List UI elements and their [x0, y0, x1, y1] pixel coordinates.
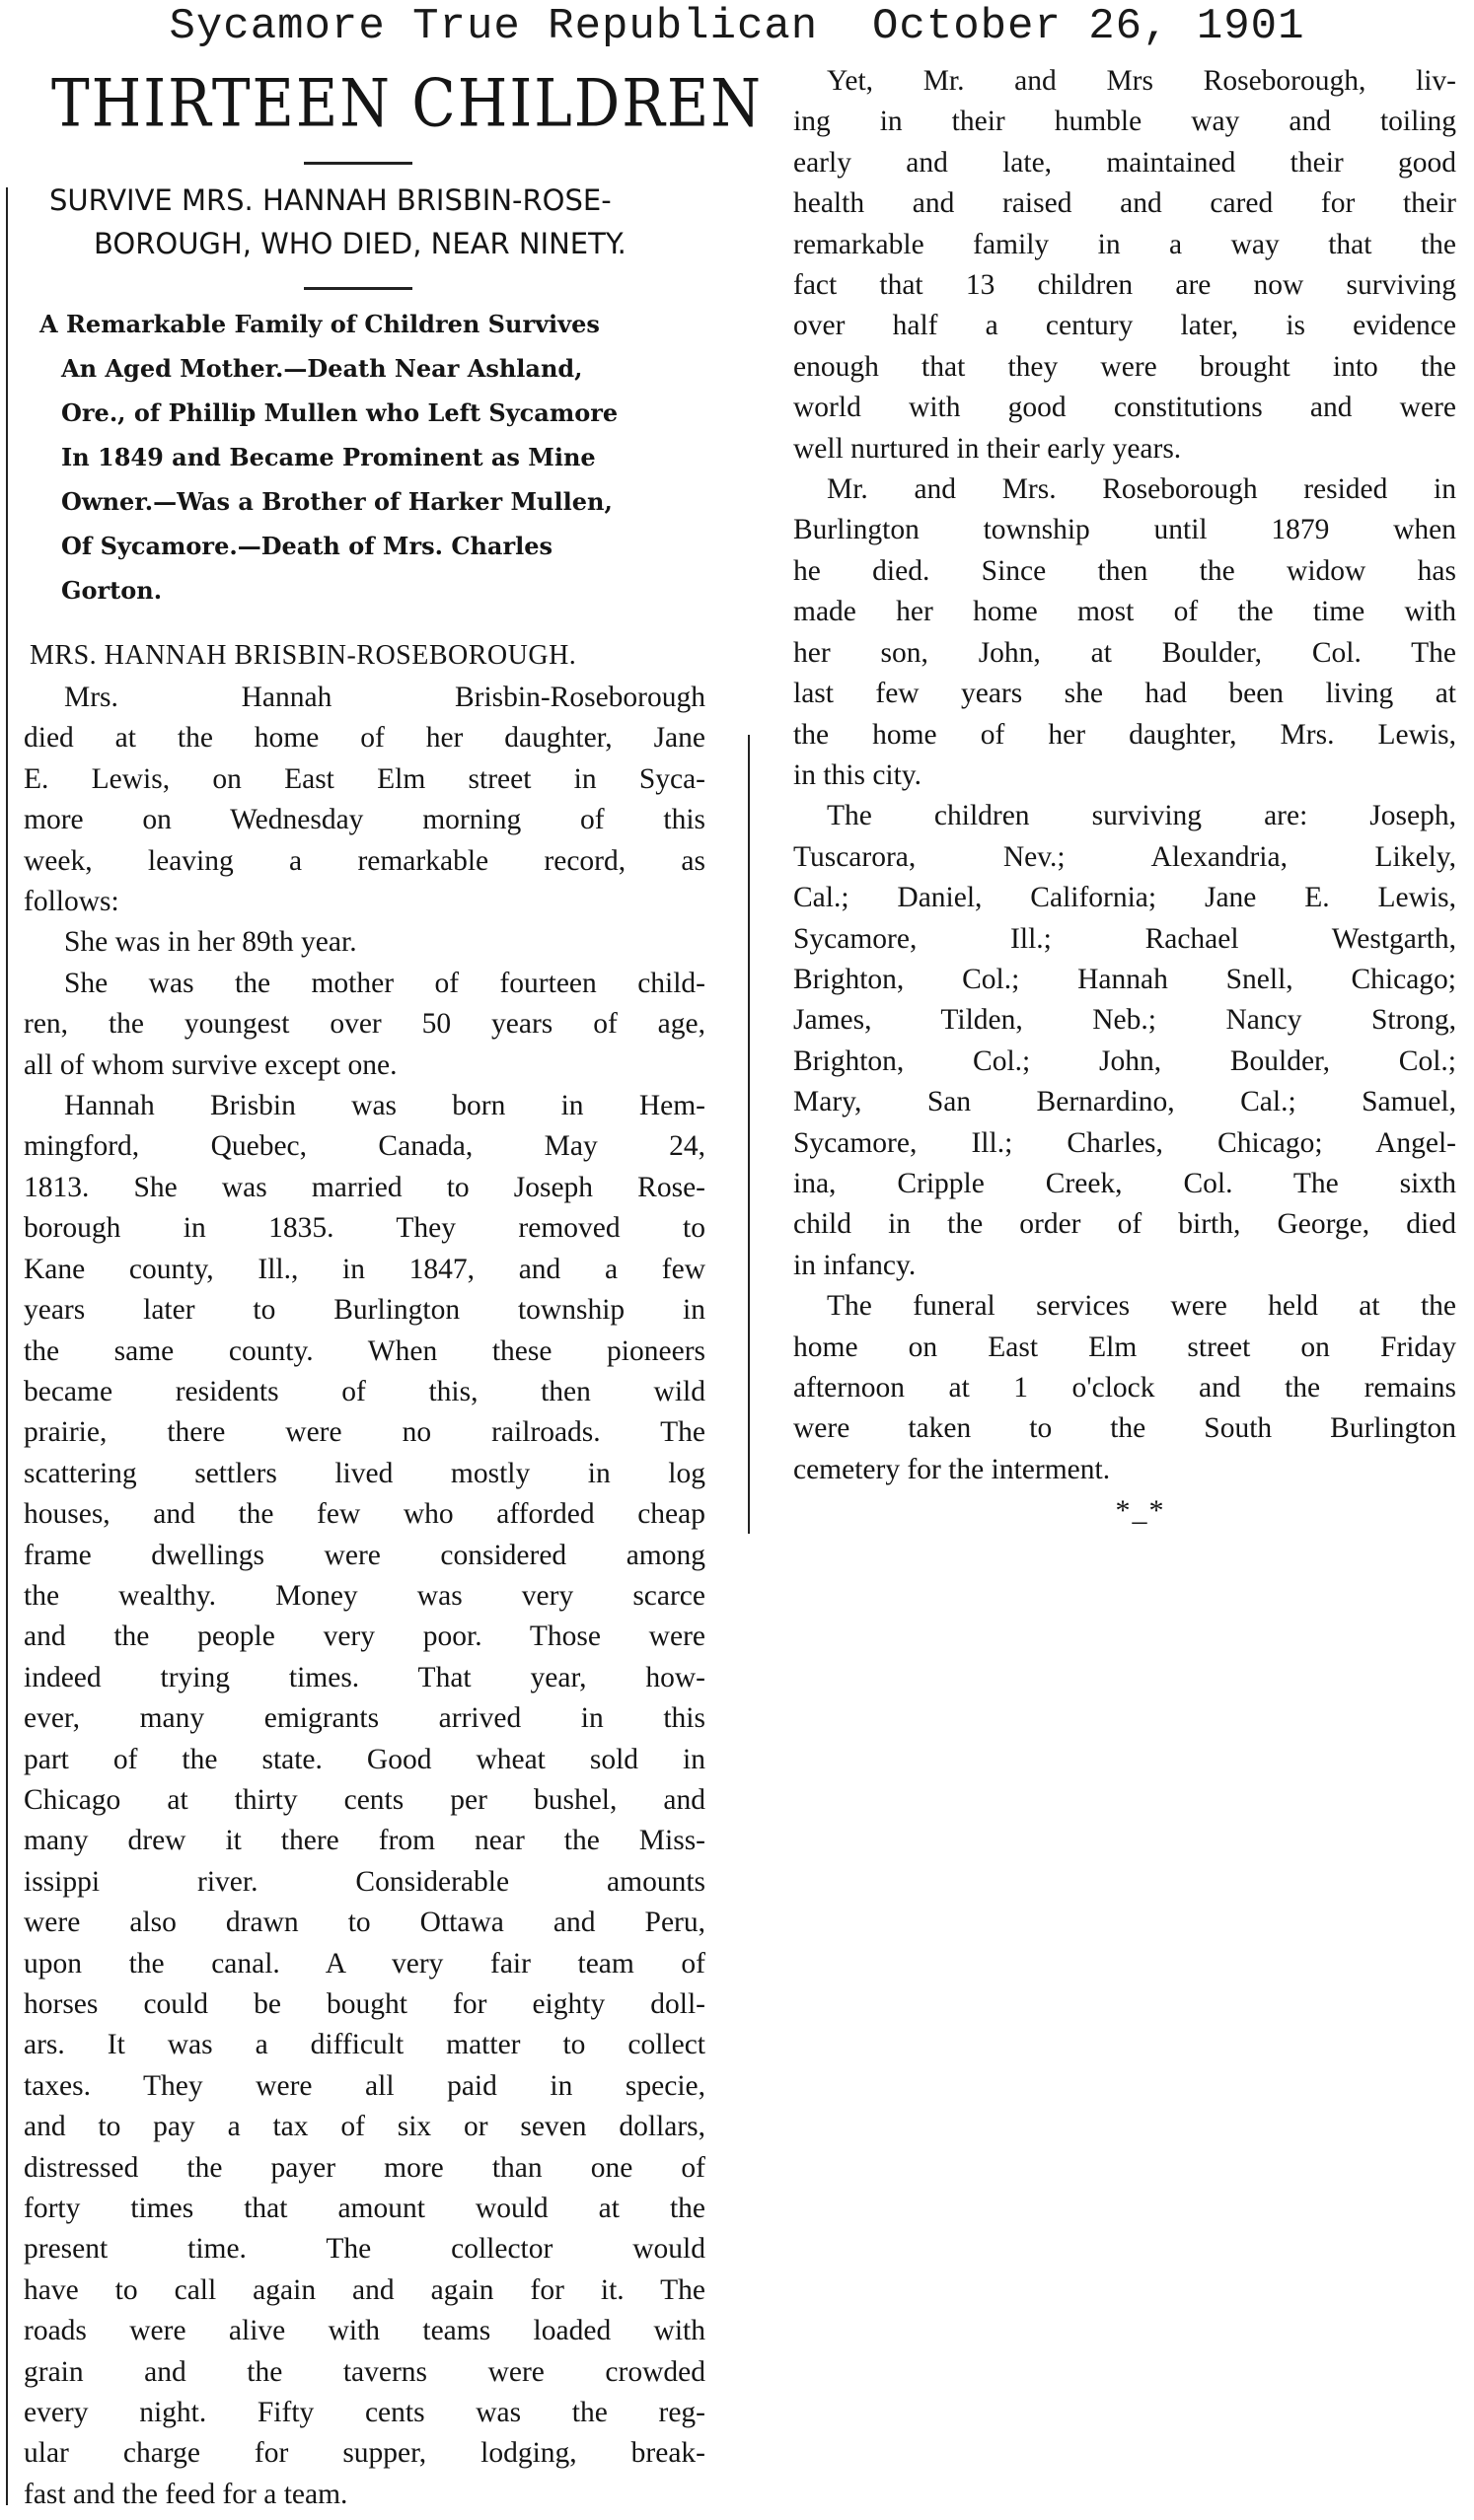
text-line: houses, and the few who afforded cheap	[24, 1498, 705, 1531]
deck-line: A Remarkable Family of Children Survives	[39, 310, 600, 338]
text-line: The funeral services were held at the	[827, 1290, 1456, 1323]
text-line: She was in her 89th year.	[64, 926, 357, 959]
text-line: ina, Cripple Creek, Col. The sixth	[793, 1167, 1456, 1199]
text-line: afternoon at 1 o'clock and the remains	[793, 1372, 1456, 1404]
text-line: every night. Fifty cents was the reg-	[24, 2397, 705, 2429]
end-mark: *_*	[1115, 1494, 1166, 1528]
text-line: 1813. She was married to Joseph Rose-	[24, 1171, 705, 1203]
deck-line: In 1849 and Became Prominent as Mine	[61, 443, 596, 471]
text-line: mingford, Quebec, Canada, May 24,	[24, 1130, 705, 1163]
text-line: Mr. and Mrs. Roseborough resided in	[827, 473, 1456, 506]
text-line: upon the canal. A very fair team of	[24, 1947, 705, 1980]
text-line: health and raised and cared for their	[793, 187, 1456, 220]
left-column-rule	[6, 187, 8, 2505]
text-line: were also drawn to Ottawa and Peru,	[24, 1907, 705, 1939]
text-line: made her home most of the time with	[793, 596, 1456, 628]
text-line: Chicago at thirty cents per bushel, and	[24, 1783, 705, 1816]
text-line: and to pay a tax of six or seven dollars,	[24, 2111, 705, 2143]
text-line: fact that 13 children are now surviving	[793, 269, 1456, 302]
text-line: present time. The collector would	[24, 2233, 705, 2266]
text-line: week, leaving a remarkable record, as	[24, 844, 705, 877]
text-line: well nurtured in their early years.	[793, 432, 1182, 465]
text-line: home on East Elm street on Friday	[793, 1331, 1456, 1363]
text-line: years later to Burlington township in	[24, 1294, 705, 1327]
text-line: ing in their humble way and toiling	[793, 106, 1456, 138]
text-line: the wealthy. Money was very scarce	[24, 1579, 705, 1612]
text-line: grain and the taverns were crowded	[24, 2355, 705, 2388]
masthead: Sycamore True Republican October 26, 1901	[169, 2, 1305, 51]
text-line: more on Wednesday morning of this	[24, 804, 705, 836]
headline: THIRTEEN CHILDREN	[51, 64, 764, 142]
text-line: Burlington township until 1879 when	[793, 514, 1456, 546]
text-line: distressed the payer more than one of	[24, 2151, 705, 2184]
text-line: indeed trying times. That year, how-	[24, 1661, 705, 1693]
text-line: cemetery for the interment.	[793, 1453, 1111, 1485]
text-line: scattering settlers lived mostly in log	[24, 1457, 705, 1489]
text-line: Sycamore, Ill.; Rachael Westgarth,	[793, 922, 1456, 955]
text-line: and the people very poor. Those were	[24, 1620, 705, 1653]
text-line: the home of her daughter, Mrs. Lewis,	[793, 718, 1456, 751]
text-line: The children surviving are: Joseph,	[827, 800, 1456, 832]
text-line: have to call again and again for it. The	[24, 2273, 705, 2306]
text-line: world with good constitutions and were	[793, 392, 1456, 424]
right-column	[746, 59, 1456, 1528]
text-line: frame dwellings were considered among	[24, 1539, 705, 1571]
text-line: Brighton, Col.; Hannah Snell, Chicago;	[793, 963, 1456, 995]
divider	[304, 287, 412, 290]
text-line: ren, the youngest over 50 years of age,	[24, 1008, 705, 1041]
text-line: taxes. They were all paid in specie,	[24, 2069, 705, 2102]
text-line: many drew it there from near the Miss-	[24, 1825, 705, 1857]
text-line: child in the order of birth, George, died	[793, 1208, 1456, 1241]
text-line: all of whom survive except one.	[24, 1048, 398, 1081]
text-line: the same county. When these pioneers	[24, 1334, 705, 1367]
text-line: over half a century later, is evidence	[793, 310, 1456, 342]
text-line: he died. Since then the widow has	[793, 554, 1456, 587]
text-line: Hannah Brisbin was born in Hem-	[64, 1090, 705, 1122]
text-line: Yet, Mr. and Mrs Roseborough, liv-	[827, 65, 1456, 97]
text-line: She was the mother of fourteen child-	[64, 967, 705, 999]
deck-line: Of Sycamore.—Death of Mrs. Charles	[61, 532, 553, 560]
byline: MRS. HANNAH BRISBIN-ROSEBOROUGH.	[30, 640, 577, 671]
deck-line: An Aged Mother.—Death Near Ashland,	[61, 354, 583, 383]
subheadline-line: BOROUGH, WHO DIED, NEAR NINETY.	[94, 227, 626, 260]
deck	[10, 302, 705, 612]
subheadline-line: SURVIVE MRS. HANNAH BRISBIN-ROSE-	[49, 183, 612, 217]
text-line: Kane county, Ill., in 1847, and a few	[24, 1253, 705, 1285]
text-line: borough in 1835. They removed to	[24, 1212, 705, 1245]
left-column	[10, 59, 764, 2515]
text-line: follows:	[24, 886, 119, 918]
text-line: ars. It was a difficult matter to collect	[24, 2029, 705, 2061]
text-line: Cal.; Daniel, California; Jane E. Lewis,	[793, 882, 1456, 914]
deck-line: Ore., of Phillip Mullen who Left Sycamore	[61, 398, 619, 427]
text-line: issippi river. Considerable amounts	[24, 1865, 705, 1898]
text-line: forty times that amount would at the	[24, 2193, 705, 2225]
text-line: in this city.	[793, 758, 922, 791]
text-line: early and late, maintained their good	[793, 146, 1456, 179]
text-line: Tuscarora, Nev.; Alexandria, Likely,	[793, 840, 1456, 873]
text-line: Mrs. Hannah Brisbin-Roseborough	[64, 682, 705, 713]
subheadline	[10, 179, 705, 265]
deck-line: Gorton.	[61, 576, 163, 605]
text-line: became residents of this, then wild	[24, 1375, 705, 1407]
text-line: in infancy.	[793, 1249, 917, 1281]
deck-line: Owner.—Was a Brother of Harker Mullen,	[61, 487, 613, 516]
text-line: horses could be bought for eighty doll-	[24, 1988, 705, 2020]
text-line: E. Lewis, on East Elm street in Syca-	[24, 762, 705, 795]
text-line: Mary, San Bernardino, Cal.; Samuel,	[793, 1086, 1456, 1118]
text-line: enough that they were brought into the	[793, 350, 1456, 383]
text-line: her son, John, at Boulder, Col. The	[793, 636, 1456, 669]
left-article-body	[10, 678, 705, 2515]
divider	[304, 162, 412, 165]
text-line: died at the home of her daughter, Jane	[24, 722, 705, 755]
text-line: Brighton, Col.; John, Boulder, Col.;	[793, 1044, 1456, 1077]
text-line: part of the state. Good wheat sold in	[24, 1743, 705, 1775]
text-line: ever, many emigrants arrived in this	[24, 1702, 705, 1735]
text-line: James, Tilden, Neb.; Nancy Strong,	[793, 1004, 1456, 1037]
text-line: remarkable family in a way that the	[793, 228, 1456, 260]
text-line: roads were alive with teams loaded with	[24, 2315, 705, 2347]
right-article-body	[746, 61, 1456, 1490]
text-line: were taken to the South Burlington	[793, 1412, 1456, 1445]
text-line: fast and the feed for a team.	[24, 2478, 348, 2510]
text-line: Sycamore, Ill.; Charles, Chicago; Angel-	[793, 1126, 1456, 1159]
text-line: last few years she had been living at	[793, 678, 1456, 710]
text-line: ular charge for supper, lodging, break-	[24, 2437, 705, 2470]
text-line: prairie, there were no railroads. The	[24, 1416, 705, 1449]
